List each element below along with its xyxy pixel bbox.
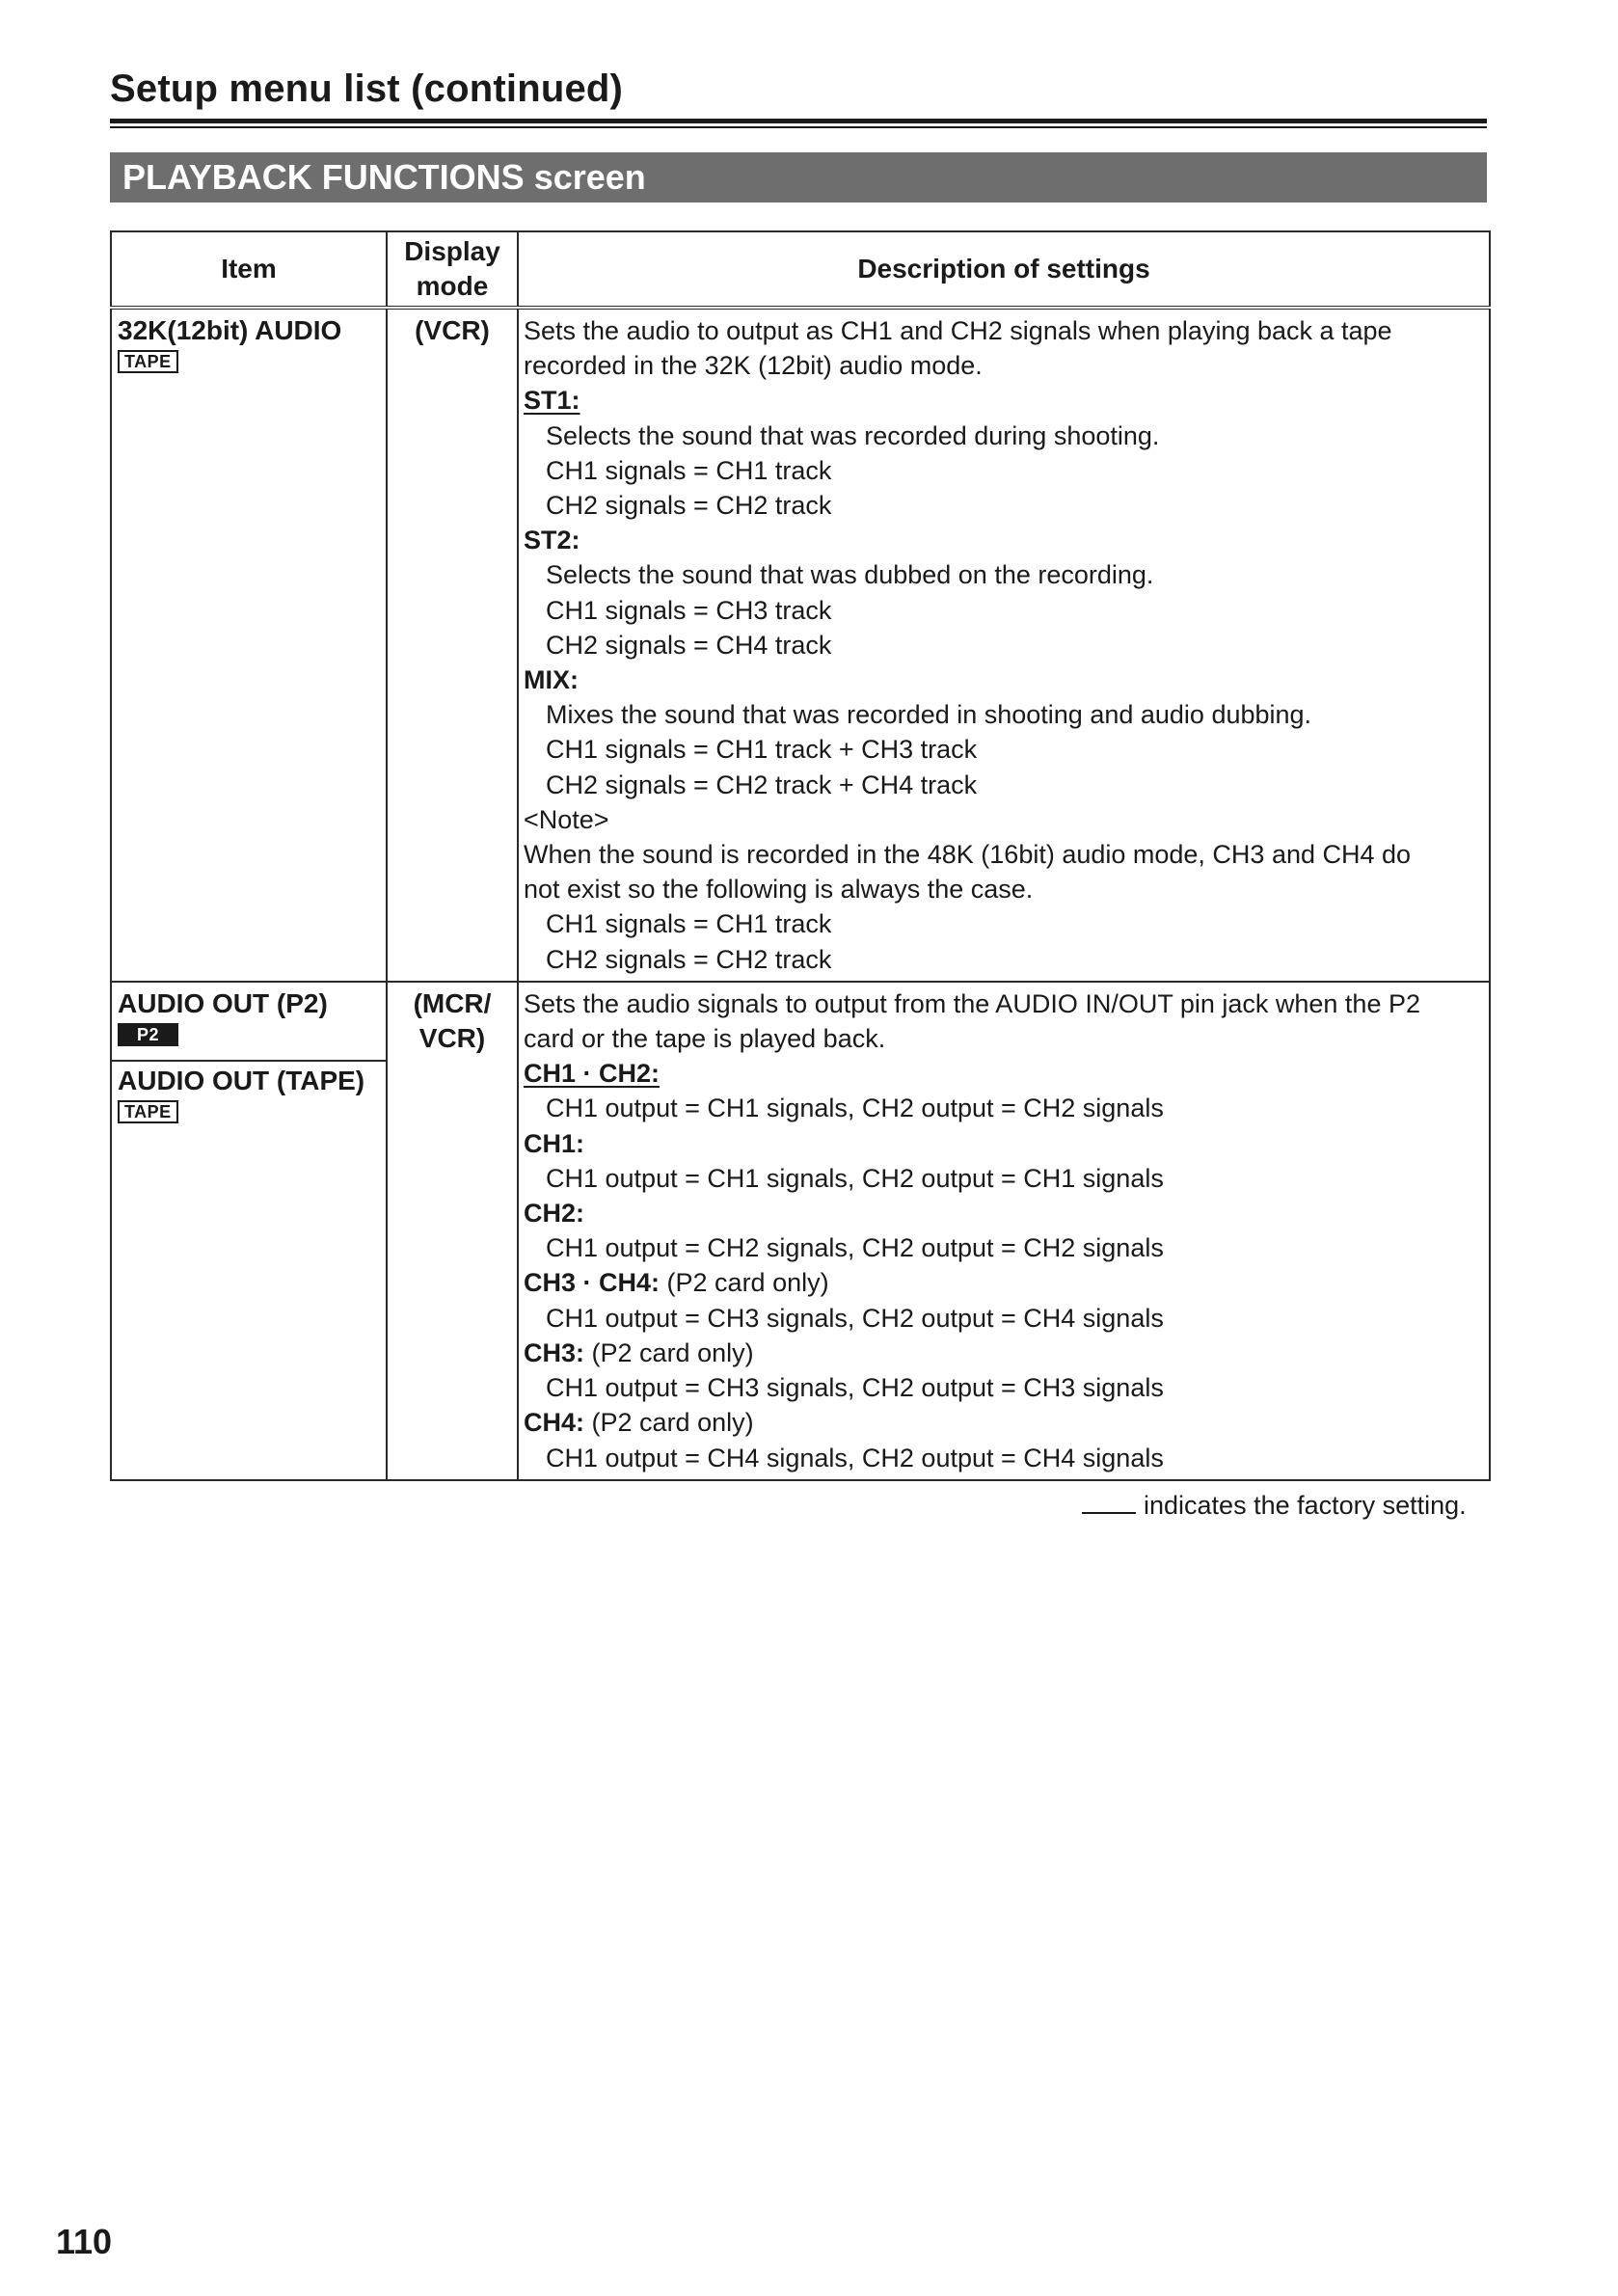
section-heading: PLAYBACK FUNCTIONS screen (110, 152, 1487, 203)
desc-text: CH1 signals = CH1 track + CH3 track (546, 735, 978, 765)
option-label-factory-default: ST1: (524, 386, 580, 416)
title-rule-thick (110, 119, 1487, 123)
display-mode-cell (387, 982, 518, 1480)
header-item: Item (111, 231, 387, 308)
option-label: CH3 · CH4: (524, 1268, 661, 1298)
desc-text: CH1 output = CH3 signals, CH2 output = CH3 signals (546, 1373, 1164, 1403)
desc-text: Selects the sound that was dubbed on the recording. (546, 560, 1154, 590)
option-note: (P2 card only) (591, 1337, 754, 1367)
desc-text: CH1 output = CH2 signals, CH2 output = CH2 signals (546, 1233, 1164, 1263)
option-label: ST2: (524, 526, 580, 555)
desc-text: CH1 output = CH4 signals, CH2 output = CH4 signals (546, 1443, 1164, 1472)
p2-badge: P2 (118, 1023, 178, 1046)
desc-text: CH1 signals = CH1 track (546, 909, 832, 939)
page-number: 110 (56, 2222, 113, 2261)
display-mode-mcr: (MCR/ (413, 987, 492, 1018)
description-cell (518, 308, 1490, 982)
item-name-audio-out-p2: AUDIO OUT (P2) (118, 987, 328, 1018)
option-st1 (524, 383, 1483, 418)
page-title: Setup menu list (continued) (110, 68, 624, 110)
desc-text: Selects the sound that was recorded during shooting. (546, 420, 1160, 450)
item-cell (111, 308, 387, 982)
table-header-row (111, 231, 1490, 308)
desc-text: CH2 signals = CH2 track (546, 944, 832, 974)
desc-text: CH1 output = CH3 signals, CH2 output = CH4 signals (546, 1303, 1164, 1333)
desc-text: CH2 signals = CH2 track (546, 491, 832, 521)
option-label: CH1: (524, 1128, 585, 1158)
footnote-text: indicates the factory setting. (1144, 1491, 1467, 1520)
desc-text: When the sound is recorded in the 48K (16bit) audio mode, CH3 and CH4 do (524, 840, 1412, 870)
option-ch3-ch4 (524, 1265, 1483, 1300)
tape-badge: TAPE (118, 350, 178, 373)
header-display-mode-line2: mode (416, 271, 489, 301)
underline-sample (1082, 1512, 1136, 1514)
desc-text: CH1 signals = CH3 track (546, 595, 832, 625)
option-ch1-ch2 (524, 1056, 1483, 1091)
option-label-factory-default: CH1 · CH2: (524, 1059, 661, 1089)
desc-text: CH2 signals = CH2 track + CH4 track (546, 770, 978, 799)
desc-text: Mixes the sound that was recorded in shooting and audio dubbing. (546, 700, 1312, 730)
table-row (111, 308, 1490, 982)
desc-text: CH1 output = CH1 signals, CH2 output = CH2 signals (546, 1094, 1164, 1123)
desc-text: Sets the audio to output as CH1 and CH2 signals when playing back a tape (524, 316, 1392, 345)
desc-text: CH2 signals = CH4 track (546, 630, 832, 660)
item-name-32k-audio: 32K(12bit) AUDIO (118, 315, 342, 345)
tape-badge: TAPE (118, 1100, 178, 1123)
option-label: CH3: (524, 1337, 585, 1367)
display-mode-vcr: (VCR) (415, 315, 490, 345)
header-description: Description of settings (518, 231, 1490, 308)
desc-text: CH1 signals = CH1 track (546, 455, 832, 485)
item-cell (111, 982, 387, 1480)
description-cell (518, 982, 1490, 1480)
item-divider (112, 1060, 386, 1062)
note-label: <Note> (524, 804, 609, 834)
display-mode-vcr: VCR) (418, 1022, 486, 1053)
desc-text: not exist so the following is always the case. (524, 875, 1034, 905)
factory-setting-footnote (1082, 1489, 1467, 1522)
header-display-mode (387, 231, 518, 308)
option-label: CH2: (524, 1199, 585, 1229)
settings-table (110, 230, 1491, 1481)
item-name-audio-out-tape: AUDIO OUT (TAPE) (118, 1065, 365, 1095)
option-note: (P2 card only) (666, 1268, 829, 1298)
desc-text: recorded in the 32K (12bit) audio mode. (524, 351, 983, 381)
option-ch4 (524, 1405, 1483, 1440)
desc-text: card or the tape is played back. (524, 1024, 886, 1054)
option-label: MIX: (524, 665, 579, 695)
display-mode-cell (387, 308, 518, 982)
option-ch3 (524, 1336, 1483, 1370)
table-row (111, 982, 1490, 1480)
option-note: (P2 card only) (591, 1408, 754, 1438)
header-display-mode-line1: Display (404, 236, 500, 266)
title-rule-thin (110, 126, 1487, 128)
desc-text: Sets the audio signals to output from the AUDIO IN/OUT pin jack when the P2 (524, 988, 1420, 1018)
desc-text: CH1 output = CH1 signals, CH2 output = CH1 signals (546, 1163, 1164, 1193)
option-label: CH4: (524, 1408, 585, 1438)
